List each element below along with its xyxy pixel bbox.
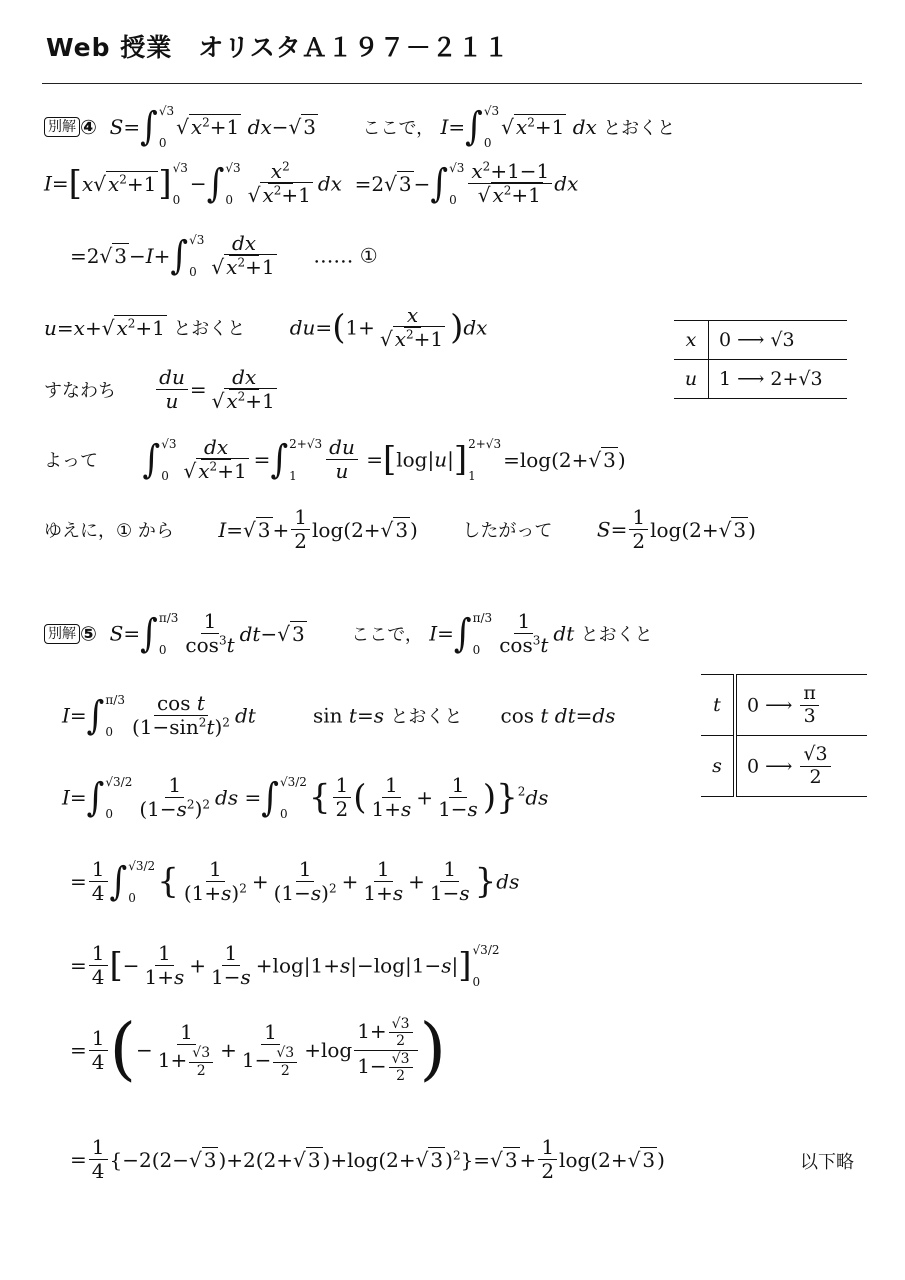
table-row — [674, 360, 847, 399]
s4-thus: したがって — [462, 520, 553, 542]
s4-number: ④ — [80, 115, 97, 139]
s4-table-var-u: u — [674, 360, 709, 399]
header-divider — [42, 83, 862, 84]
s4-table-range-x: 0 ⟶ √3 — [719, 329, 795, 351]
s5-table-s-to-den: 2 — [809, 765, 822, 788]
s5-line7: = $\frac{1}{4}$ {−2(2−√ 3 )+2(2+√ 3 )+log(2+√ 3 )$^2$}=√ 3 + $\frac{1}{2}$ log(2+√ 3 ) — [70, 1135, 665, 1183]
s5-substitution-table — [701, 674, 867, 797]
s4-table-var-x: x — [674, 321, 709, 360]
s5-table-range-t — [735, 675, 867, 736]
s4-here: ここで， — [362, 118, 435, 139]
s5-put2: とおくと — [390, 706, 463, 728]
s4-line5: すなわち $\frac{du}{u}$ = $\frac{dx}{√ x^2+1}$ — [44, 365, 275, 413]
s4-line1: 別解 ④ S= ∫ √3 0 √ $x^2+1$ dx−√ 3 ここで， I= ∫ √3 0 √ $x^2+1$ dx とおくと — [44, 104, 675, 150]
s5-line3: I= ∫ √3/2 0 $\frac{1}{(1-s^2)^2}$ ds = ∫ √3/2 0 { $\frac{1}{2}$ ( $\frac{1}{1+s}$ + $\frac{1}{1-s}$ )}$^2$ds — [62, 773, 549, 821]
s5-put: とおくと — [580, 624, 653, 646]
s4-substitution-table — [674, 320, 847, 399]
table-row — [674, 321, 847, 360]
s4-line6: よって ∫ √3 0 $\frac{dx}{√ x^2+1}$ = ∫ 2+√3 1 $\frac{du}{u}$ =[log|u|] 2+√3 1 =log(2+√ 3 ) — [44, 435, 626, 483]
s4-ref-mark: …… ① — [313, 243, 378, 268]
s4-hence: ゆえに，① から — [44, 520, 174, 542]
s4-put: とおくと — [603, 118, 676, 139]
s4-line3: =2√ 3 −I+ ∫ √3 0 $\frac{dx}{√ x^2+1}$ …… ① — [70, 231, 378, 279]
s5-table-range-s — [735, 736, 867, 797]
s5-line2: I= ∫ π/3 0 $\frac{\text{cos t}}{(1-\sin^2t)^2}$ dt sin t=s とおくと cos t dt=ds — [62, 691, 616, 739]
s4-line4: u=x+√ $x^2+1$ とおくと du=(1+ $\frac{x}{√ x^2+1}$ )dx — [44, 303, 488, 351]
s5-omitted-note: 以下略 — [800, 1152, 854, 1173]
s4-line2: I=[x√ $x^2+1$] √3 0 − ∫ √3 0 $\frac{x^2}{√ x^2+1}$ dx =2√ 3 − ∫ √3 0 $\frac{x^2+1-1}{√ x^2+1}$ dx — [44, 159, 579, 207]
s5-table-var-s: s — [701, 736, 735, 797]
s5-table-s-to-num: √3 — [800, 744, 830, 767]
s4-badge: 別解 — [44, 117, 80, 137]
s5-table-s-from: 0 ⟶ — [747, 755, 793, 777]
s5-table-var-t: t — [701, 675, 735, 736]
s4-put2: とおくと — [173, 318, 246, 340]
s4-table-range-u: 1 ⟶ 2+√3 — [709, 360, 848, 399]
s5-table-t-to-num: π — [800, 683, 819, 706]
s5-table-t-from: 0 ⟶ — [747, 694, 793, 716]
s5-here: ここで， — [351, 624, 423, 646]
s4-namely: すなわち — [44, 380, 116, 402]
s4-therefore: よって — [44, 450, 98, 472]
s4-line7: ゆえに，① から I=√ 3 + $\frac{1}{2}$ log(2+√ 3 ) したがって S= $\frac{1}{2}$ log(2+√ 3 ) — [44, 505, 756, 553]
s5-line1: 別解 ⑤ S= ∫ π/3 0 $\frac{1}{\cos^3t}$ dt−√ 3 ここで， I= ∫ π/3 0 $\frac{1}{\cos^3t}$ dt とおくと — [44, 610, 653, 657]
s5-line5: = $\frac{1}{4}$ [− $\frac{1}{1+s}$ + $\frac{1}{1-s}$ +log|1+s|−log|1−s|] √3/2 0 — [70, 941, 500, 989]
s5-badge: 別解 — [44, 624, 80, 644]
table-row — [701, 736, 867, 797]
table-row — [701, 675, 867, 736]
s5-number: ⑤ — [80, 621, 97, 646]
s5-line4: = $\frac{1}{4}$ ∫ √3/2 0 { $\frac{1}{(1+s)^2}$ + $\frac{1}{(1-s)^2}$ + $\frac{1}{1+s}$ + $\frac{1}{1-s}$ }ds — [70, 857, 520, 905]
s5-table-t-to-den: 3 — [803, 704, 816, 727]
page-title: Web 授業 オリスタＡ１９７－２１１ — [46, 33, 510, 62]
s5-line6: = $\frac{1}{4}$ (− 1 1+ $\frac{√3}{2}$ + 1 1− $\frac{√3}{2}$ +log 1+ $\frac{√3}{2}$ 1− $\frac{√3}{2}$ ) — [70, 1010, 447, 1089]
